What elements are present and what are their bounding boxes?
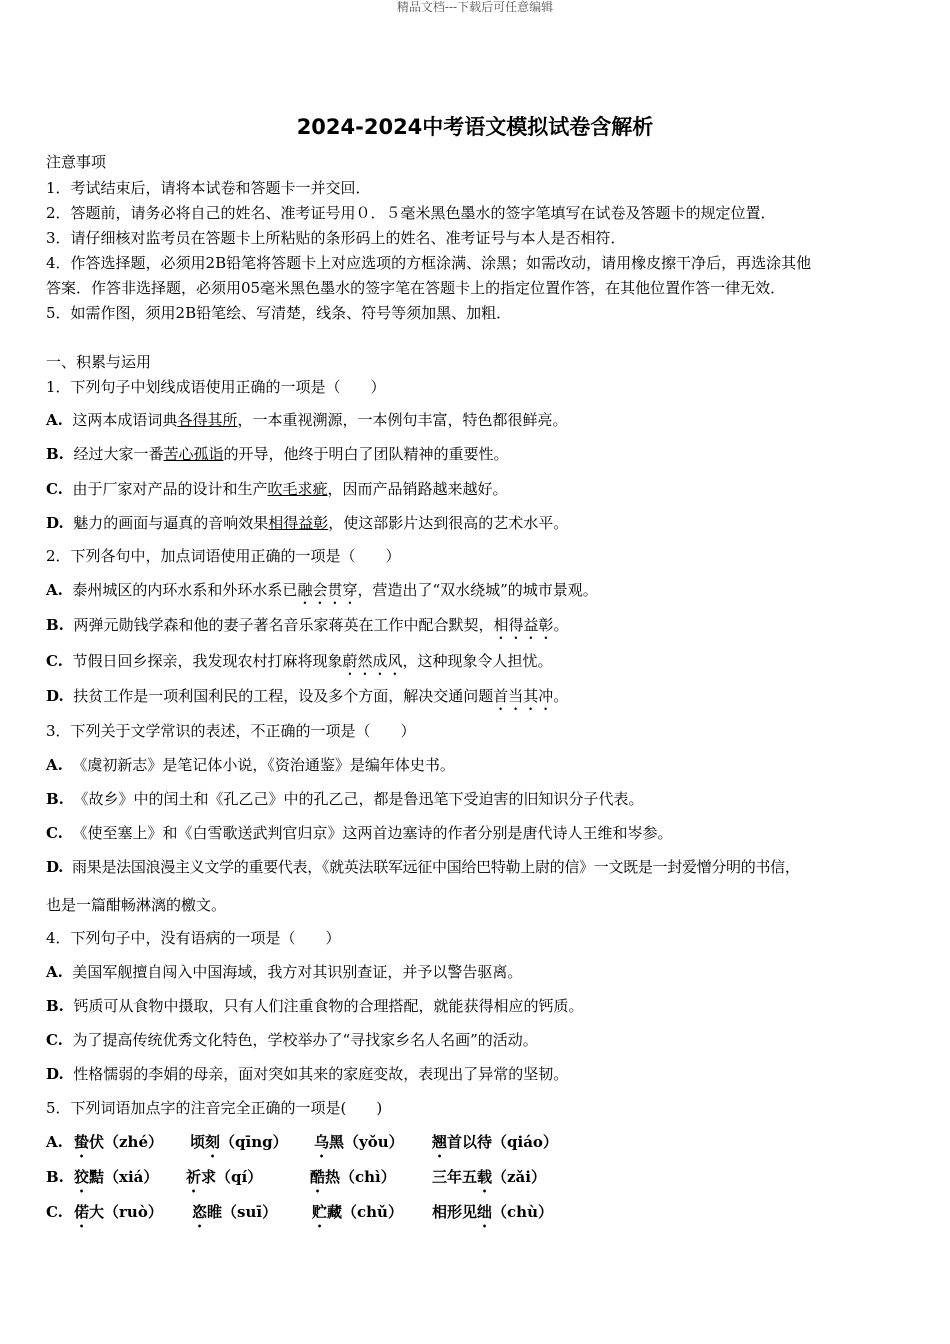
option-label: D. — [46, 687, 64, 705]
pinyin-text: 睢（suī） — [207, 1203, 278, 1221]
option-label: C. — [46, 1031, 63, 1049]
underlined-idiom: 相得益彰 — [268, 514, 329, 532]
pinyin-text: 求（qí） — [201, 1168, 263, 1186]
pinyin-text: 藏（chǔ） — [327, 1203, 403, 1221]
notice-item: 3．请仔细核对监考员在答题卡上所粘贴的条形码上的姓名、准考证号与本人是否相符． — [46, 229, 626, 247]
pinyin-text: 三年五 — [432, 1168, 478, 1186]
question-stem: 1．下列句子中划线成语使用正确的一项是（ ） — [46, 378, 386, 396]
option-label: D. — [46, 858, 64, 876]
pinyin-text: （qīng） — [220, 1133, 288, 1151]
dotted-char: 乌 — [314, 1133, 330, 1151]
option-a — [46, 755, 455, 775]
option-a — [46, 580, 598, 608]
pinyin-item — [74, 1132, 163, 1161]
option-c — [46, 823, 672, 843]
option-label: C. — [46, 480, 63, 498]
option-text: 《虞初新志》是笔记体小说，《资治通鉴》是编年体史书。 — [72, 756, 455, 774]
option-label: A. — [46, 1133, 63, 1151]
dotted-char: 翘 — [432, 1133, 448, 1151]
dotted-char: 偌 — [74, 1203, 90, 1221]
option-label: B. — [46, 1168, 64, 1186]
option-text: 扶贫工作是一项利国利民的工程，设及多个方面，解决交通问题 — [73, 687, 494, 705]
option-text: ，营造出了“双水绕城”的城市景观。 — [357, 581, 598, 599]
option-label: B. — [46, 445, 64, 463]
option-b — [46, 444, 509, 464]
option-a — [46, 1132, 558, 1152]
pinyin-text: 顷 — [190, 1133, 206, 1151]
option-text: 钙质可从食物中摄取，只有人们注重食物的合理搭配，就能获得相应的钙质。 — [73, 997, 584, 1015]
pinyin-text: 首以待（qiáo） — [447, 1133, 558, 1151]
question-stem: 4．下列句子中，没有语病的一项是（ ） — [46, 929, 341, 947]
option-b — [46, 1167, 546, 1187]
pinyin-item — [432, 1167, 546, 1196]
option-c — [46, 1030, 538, 1050]
option-b — [46, 996, 583, 1016]
notice-item: 4．作答选择题，必须用2B铅笔将答题卡上对应选项的方框涂满、涂黑；如需改动，请用橡皮擦干净后，再选涂其他 — [46, 254, 812, 272]
pinyin-item — [74, 1167, 158, 1196]
option-c — [46, 651, 553, 679]
page-title: 2024-2024中考语文模拟试卷含解析 — [296, 115, 654, 139]
option-text: 美国军舰擅自闯入中国海域，我方对其识别查证，并予以警告驱离。 — [72, 963, 523, 981]
pinyin-text: 热（chì） — [325, 1168, 396, 1186]
option-label: D. — [46, 514, 64, 532]
option-a — [46, 962, 522, 982]
pinyin-item — [310, 1167, 396, 1196]
option-c — [46, 1202, 553, 1222]
dotted-word: 蔚然成风 — [342, 652, 403, 670]
option-label: C. — [46, 652, 63, 670]
option-text: 节假日回乡探亲，我发现农村打麻将现象 — [72, 652, 343, 670]
notice-heading: 注意事项 — [46, 153, 107, 171]
option-text: ，使这部影片达到很高的艺术水平。 — [328, 514, 569, 532]
notice-item: 2．答题前，请务必将自己的姓名、准考证号用０．５毫米黑色墨水的签字笔填写在试卷及答题卡的规定位置． — [46, 204, 776, 222]
option-text: 由于厂家对产品的设计和生产 — [72, 480, 268, 498]
pinyin-text: 黑（yǒu） — [329, 1133, 404, 1151]
pinyin-text: 相形见 — [432, 1203, 478, 1221]
pinyin-item — [312, 1202, 403, 1231]
underlined-idiom: 各得其所 — [177, 411, 238, 429]
option-b — [46, 789, 643, 809]
question-stem: 5．下列词语加点字的注音完全正确的一项是( ) — [46, 1099, 383, 1117]
pinyin-text: 大（ruò） — [89, 1203, 163, 1221]
dotted-char: 蛰 — [74, 1133, 90, 1151]
option-continuation: 也是一篇酣畅淋漓的檄文。 — [46, 896, 227, 914]
option-text: 。 — [553, 687, 569, 705]
option-d — [46, 686, 568, 714]
pinyin-item — [190, 1132, 288, 1161]
section-heading: 一、积累与运用 — [46, 353, 152, 371]
option-c — [46, 479, 508, 499]
underlined-idiom: 苦心孤诣 — [163, 445, 224, 463]
option-label: A. — [46, 411, 63, 429]
option-text: 两弹元勋钱学森和他的妻子著名音乐家蒋英在工作中配合默契， — [73, 616, 494, 634]
option-text: 性格懦弱的李娟的母亲，面对突如其来的家庭变故，表现出了异常的坚韧。 — [73, 1065, 569, 1083]
pinyin-item — [432, 1202, 553, 1231]
dotted-char: 载 — [477, 1168, 493, 1186]
dotted-char: 贮 — [312, 1203, 328, 1221]
pinyin-text: 黠（xiá） — [89, 1168, 159, 1186]
dotted-word: 融会贯穿 — [297, 581, 358, 599]
option-text: 的开导，他终于明白了团队精神的重要性。 — [223, 445, 509, 463]
dotted-char: 祈 — [186, 1168, 202, 1186]
dotted-char: 绌 — [477, 1203, 493, 1221]
option-text: ，因而产品销路越来越好。 — [327, 480, 508, 498]
option-label: B. — [46, 790, 64, 808]
option-text: 雨果是法国浪漫主义文学的重要代表，《就英法联军远征中国给巴特勒上尉的信》一文既是一封爱憎分明的书信， — [72, 858, 800, 876]
option-text: 泰州城区的内环水系和外环水系已 — [72, 581, 298, 599]
option-label: B. — [46, 997, 64, 1015]
option-text: ，这种现象令人担忧。 — [402, 652, 553, 670]
pinyin-item — [314, 1132, 404, 1161]
option-label: A. — [46, 581, 63, 599]
option-text: 。 — [553, 616, 569, 634]
option-text: ，一本重视溯源，一本例句丰富，特色都很鲜亮。 — [237, 411, 568, 429]
dotted-char: 狡 — [74, 1168, 90, 1186]
option-text: 《使至塞上》和《白雪歌送武判官归京》这两首边塞诗的作者分别是唐代诗人王维和岑参。 — [72, 824, 673, 842]
pinyin-item — [74, 1202, 163, 1231]
notice-item: 1．考试结束后，请将本试卷和答题卡一并交回． — [46, 179, 371, 197]
dotted-char: 恣 — [192, 1203, 208, 1221]
pinyin-text: 伏（zhé） — [89, 1133, 163, 1151]
question-stem: 2．下列各句中，加点词语使用正确的一项是（ ） — [46, 547, 401, 565]
option-d — [46, 857, 800, 877]
pinyin-item — [432, 1132, 558, 1161]
pinyin-item — [186, 1167, 262, 1196]
option-label: C. — [46, 824, 63, 842]
dotted-char: 酷 — [310, 1168, 326, 1186]
option-text: 为了提高传统优秀文化特色，学校举办了“寻找家乡名人名画”的活动。 — [72, 1031, 538, 1049]
pinyin-text: （chù） — [492, 1203, 553, 1221]
option-label: A. — [46, 756, 63, 774]
pinyin-text: （zǎi） — [492, 1168, 546, 1186]
option-text: 《故乡》中的闰土和《孔乙己》中的孔乙己，都是鲁迅笔下受迫害的旧知识分子代表。 — [73, 790, 644, 808]
option-d — [46, 1064, 568, 1084]
option-label: D. — [46, 1065, 64, 1083]
option-label: B. — [46, 616, 64, 634]
underlined-idiom: 吹毛求疵 — [267, 480, 328, 498]
option-text: 魅力的画面与逼真的音响效果 — [73, 514, 269, 532]
header-note: 精品文档---下载后可任意编辑 — [396, 0, 554, 14]
dotted-char: 刻 — [205, 1133, 221, 1151]
pinyin-item — [192, 1202, 277, 1231]
option-text: 经过大家一番 — [73, 445, 164, 463]
notice-item: 5．如需作图，须用2B铅笔绘、写清楚，线条、符号等须加黑、加粗． — [46, 304, 512, 322]
question-stem: 3．下列关于文学常识的表述，不正确的一项是（ ） — [46, 722, 416, 740]
dotted-word: 相得益彰 — [493, 616, 554, 634]
option-b — [46, 615, 569, 643]
dotted-word: 首当其冲 — [493, 687, 554, 705]
option-label: C. — [46, 1203, 63, 1221]
option-text: 这两本成语词典 — [72, 411, 178, 429]
option-a — [46, 410, 567, 430]
option-label: A. — [46, 963, 63, 981]
notice-item: 答案．作答非选择题，必须用05毫米黑色墨水的签字笔在答题卡上的指定位置作答，在其他位置作答一律无效． — [46, 279, 786, 297]
option-d — [46, 513, 568, 533]
